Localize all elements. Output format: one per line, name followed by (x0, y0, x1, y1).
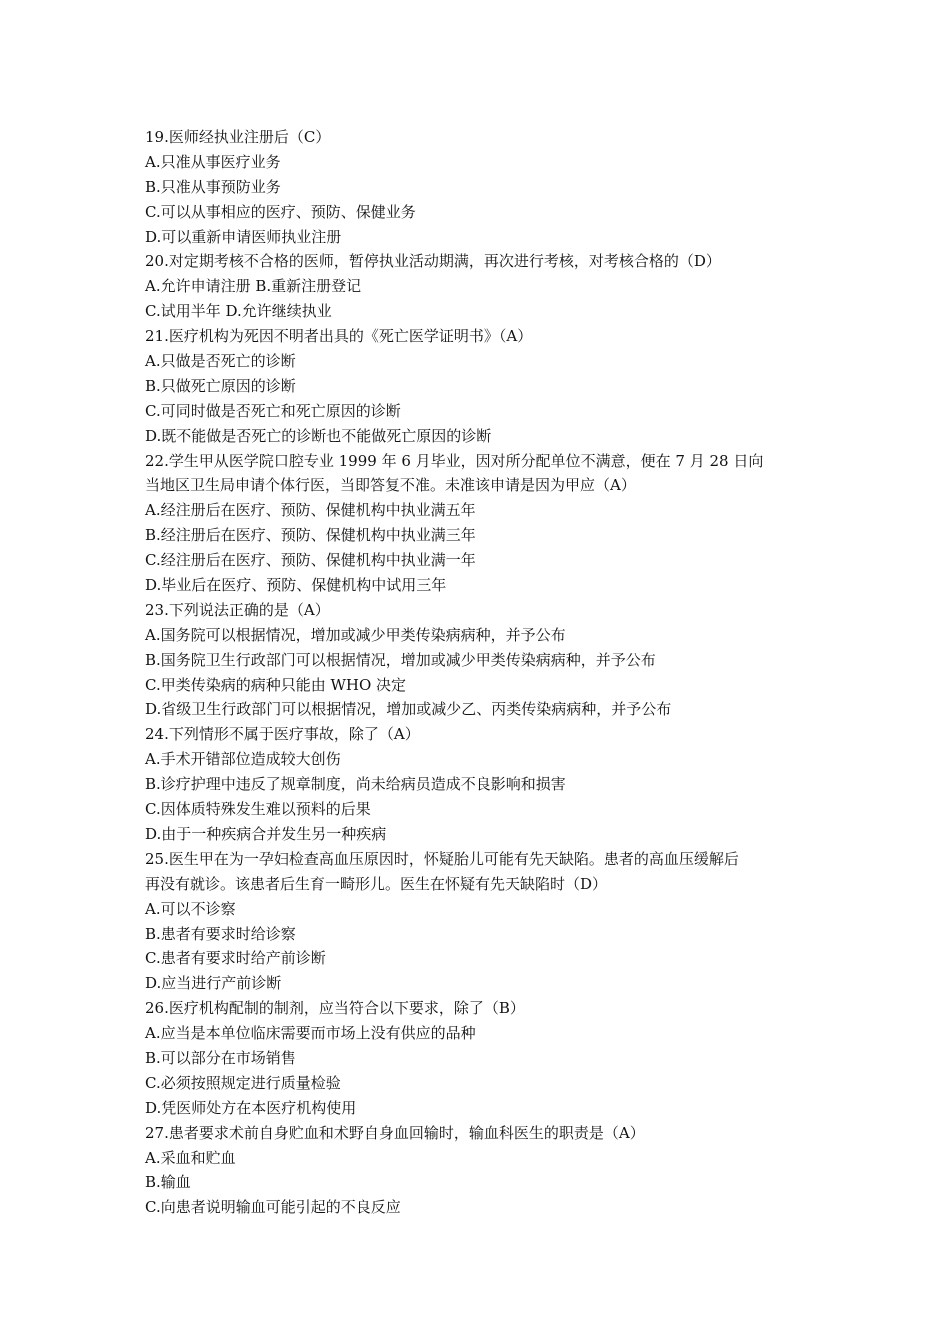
answer-option: C.必须按照规定进行质量检验 (145, 1073, 341, 1092)
answer-option: D.凭医师处方在本医疗机构使用 (145, 1098, 357, 1117)
answer-option: B.输血 (145, 1173, 191, 1192)
answer-option: D.由于一种疾病合并发生另一种疾病 (145, 824, 387, 843)
answer-option: A.可以不诊察 (145, 899, 236, 918)
answer-option: D.省级卫生行政部门可以根据情况，增加或减少乙、丙类传染病病种，并予公布 (145, 700, 672, 719)
question-stem: 27.患者要求术前自身贮血和术野自身血回输时，输血科医生的职责是（A） (145, 1123, 645, 1142)
answer-option: B.可以部分在市场销售 (145, 1048, 296, 1067)
question-stem-continuation: 再没有就诊。该患者后生育一畸形儿。医生在怀疑有先天缺陷时（D） (145, 874, 608, 893)
answer-option: B.只准从事预防业务 (145, 177, 281, 196)
question-stem: 24.下列情形不属于医疗事故，除了（A） (145, 725, 420, 744)
answer-option: A.采血和贮血 (145, 1148, 236, 1167)
answer-option: C.甲类传染病的病种只能由 WHO 决定 (145, 675, 407, 694)
question-list (145, 125, 815, 1220)
answer-option: D.毕业后在医疗、预防、保健机构中试用三年 (145, 576, 447, 595)
answer-option: C.经注册后在医疗、预防、保健机构中执业满一年 (145, 551, 476, 570)
answer-option: B.只做死亡原因的诊断 (145, 376, 296, 395)
answer-option: C.患者有要求时给产前诊断 (145, 949, 326, 968)
question-stem: 20.对定期考核不合格的医师，暂停执业活动期满，再次进行考核，对考核合格的（D） (145, 252, 721, 271)
answer-option: A.只准从事医疗业务 (145, 152, 281, 171)
answer-option: A.国务院可以根据情况，增加或减少甲类传染病病种，并予公布 (145, 625, 566, 644)
answer-option: D.可以重新申请医师执业注册 (145, 227, 342, 246)
answer-option: C.可同时做是否死亡和死亡原因的诊断 (145, 401, 401, 420)
question-stem: 26.医疗机构配制的制剂，应当符合以下要求，除了（B） (145, 999, 525, 1018)
answer-option: C.向患者说明输血可能引起的不良反应 (145, 1198, 401, 1217)
answer-option: C.因体质特殊发生难以预料的后果 (145, 800, 371, 819)
question-stem: 22.学生甲从医学院口腔专业 1999 年 6 月毕业，因对所分配单位不满意，便在 7 月 28 日向 (145, 451, 764, 470)
answer-option: A.应当是本单位临床需要而市场上没有供应的品种 (145, 1024, 476, 1043)
answer-option: D.应当进行产前诊断 (145, 974, 282, 993)
answer-option: B.患者有要求时给诊察 (145, 924, 296, 943)
question-stem: 25.医生甲在为一孕妇检查高血压原因时，怀疑胎儿可能有先天缺陷。患者的高血压缓解后 (145, 849, 739, 868)
answer-option: A.经注册后在医疗、预防、保健机构中执业满五年 (145, 501, 476, 520)
answer-option: C.试用半年 D.允许继续执业 (145, 302, 332, 321)
question-stem: 23.下列说法正确的是（A） (145, 600, 330, 619)
answer-option: C.可以从事相应的医疗、预防、保健业务 (145, 202, 416, 221)
question-stem-continuation: 当地区卫生局申请个体行医，当即答复不准。未准该申请是因为甲应（A） (145, 476, 636, 495)
answer-option: B.经注册后在医疗、预防、保健机构中执业满三年 (145, 526, 476, 545)
answer-option: B.诊疗护理中违反了规章制度，尚未给病员造成不良影响和损害 (145, 775, 566, 794)
question-stem: 21.医疗机构为死因不明者出具的《死亡医学证明书》（A） (145, 327, 533, 346)
answer-option: D.既不能做是否死亡的诊断也不能做死亡原因的诊断 (145, 426, 492, 445)
answer-option: A.只做是否死亡的诊断 (145, 352, 296, 371)
question-stem: 19.医师经执业注册后（C） (145, 128, 331, 146)
answer-option: B.国务院卫生行政部门可以根据情况，增加或减少甲类传染病病种，并予公布 (145, 650, 656, 669)
answer-option: A.手术开错部位造成较大创伤 (145, 750, 341, 769)
answer-option: A.允许申请注册 B.重新注册登记 (145, 277, 362, 296)
